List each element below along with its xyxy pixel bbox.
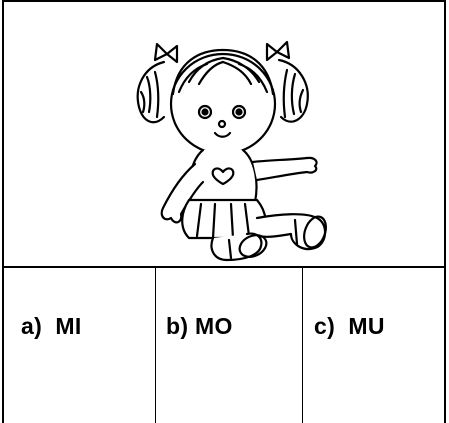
image-cell xyxy=(2,0,446,268)
doll-icon xyxy=(119,32,349,262)
answer-options-row xyxy=(2,266,446,423)
option-a-cell[interactable] xyxy=(4,268,155,423)
option-c-cell[interactable] xyxy=(302,268,444,423)
option-b-label: b) MO xyxy=(166,313,233,339)
option-c-label: c) MU xyxy=(314,313,385,339)
option-a-label: a) MI xyxy=(21,313,82,339)
option-b-cell[interactable] xyxy=(155,268,302,423)
